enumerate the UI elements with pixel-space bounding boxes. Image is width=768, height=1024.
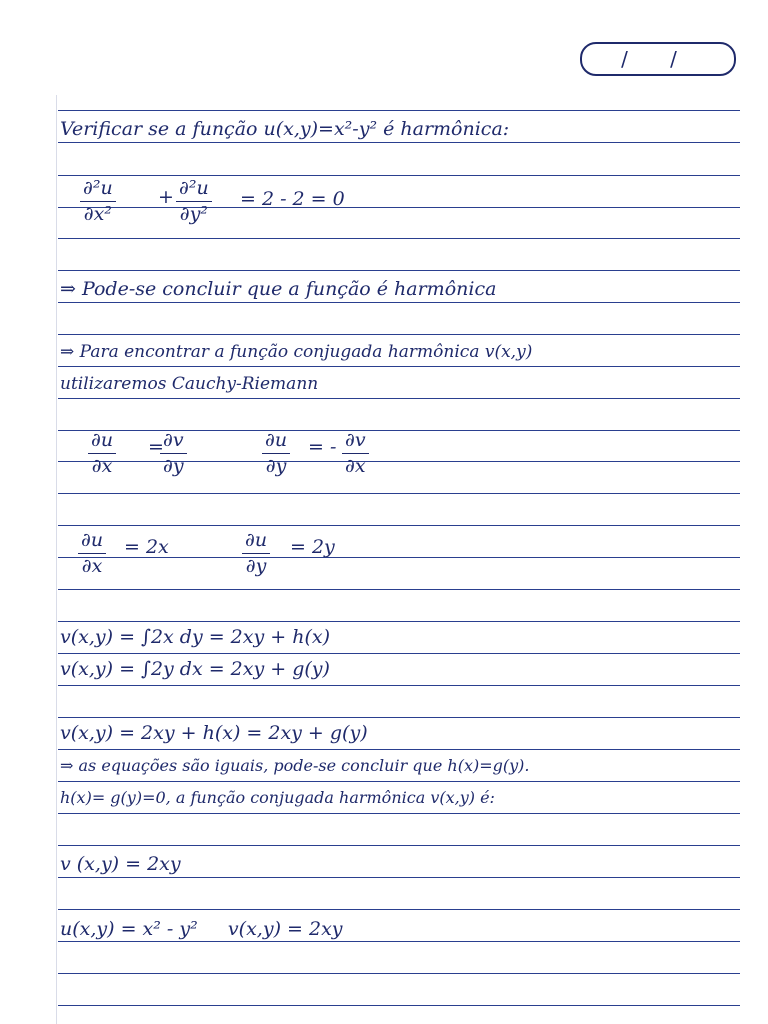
intro-conjugate-line2: utilizaremos Cauchy-Riemann bbox=[60, 374, 319, 394]
rule-line bbox=[58, 941, 740, 942]
cr1-right-numerator: ∂v bbox=[160, 430, 187, 454]
laplace-fraction-x bbox=[80, 178, 116, 225]
partial-u-y-numerator: ∂u bbox=[242, 530, 270, 554]
rule-line bbox=[58, 142, 740, 143]
rule-line bbox=[58, 685, 740, 686]
laplace-fraction-x-denominator: ∂x² bbox=[83, 202, 112, 225]
partial-u-y-denominator: ∂y bbox=[245, 554, 267, 577]
cr1-left-fraction bbox=[88, 430, 116, 477]
partial-u-x-numerator: ∂u bbox=[78, 530, 106, 554]
cr2-equals-minus: = - bbox=[308, 436, 337, 458]
rule-line bbox=[58, 1005, 740, 1006]
laplace-fraction-x-numerator: ∂²u bbox=[80, 178, 116, 202]
result-v-line: v (x,y) = 2xy bbox=[60, 853, 181, 875]
partial-u-y-value: = 2y bbox=[290, 536, 335, 558]
cr2-left-fraction bbox=[262, 430, 290, 477]
laplace-fraction-y-numerator: ∂²u bbox=[176, 178, 212, 202]
rule-line bbox=[58, 813, 740, 814]
laplace-result: = 2 - 2 = 0 bbox=[240, 188, 345, 210]
rule-line bbox=[58, 270, 740, 271]
rule-line bbox=[58, 845, 740, 846]
conclusion-harmonic: ⇒ Pode-se concluir que a função é harmônica bbox=[60, 278, 497, 300]
cr2-left-numerator: ∂u bbox=[262, 430, 290, 454]
rule-line bbox=[58, 366, 740, 367]
equate-line: v(x,y) = 2xy + h(x) = 2xy + g(y) bbox=[60, 722, 368, 744]
rule-line bbox=[58, 302, 740, 303]
cr1-left-denominator: ∂x bbox=[91, 454, 113, 477]
rule-line bbox=[58, 493, 740, 494]
cr1-right-fraction bbox=[160, 430, 187, 477]
rule-line bbox=[58, 175, 740, 176]
cr1-equals: = bbox=[148, 436, 164, 458]
equal-note-line1: ⇒ as equações são iguais, pode-se concluir que h(x)=g(y). bbox=[60, 756, 530, 775]
partial-u-x-fraction bbox=[78, 530, 106, 577]
rule-line bbox=[58, 238, 740, 239]
equal-note-line2: h(x)= g(y)=0, a função conjugada harmônica v(x,y) é: bbox=[60, 788, 495, 807]
rule-line bbox=[58, 909, 740, 910]
rule-line bbox=[58, 653, 740, 654]
laplace-fraction-y-denominator: ∂y² bbox=[179, 202, 208, 225]
intro-conjugate-line1: ⇒ Para encontrar a função conjugada harmônica v(x,y) bbox=[60, 342, 533, 362]
rule-line bbox=[58, 589, 740, 590]
partial-u-y-fraction bbox=[242, 530, 270, 577]
rule-line bbox=[58, 621, 740, 622]
final-pair-line: u(x,y) = x² - y² v(x,y) = 2xy bbox=[60, 918, 343, 940]
cr2-right-fraction bbox=[342, 430, 369, 477]
rule-line bbox=[58, 877, 740, 878]
cr1-right-denominator: ∂y bbox=[163, 454, 184, 477]
laplace-fraction-y bbox=[176, 178, 212, 225]
cr1-left-numerator: ∂u bbox=[88, 430, 116, 454]
rule-line bbox=[58, 525, 740, 526]
cr2-left-denominator: ∂y bbox=[265, 454, 287, 477]
rule-line bbox=[58, 334, 740, 335]
integral-dx-line: v(x,y) = ∫2y dx = 2xy + g(y) bbox=[60, 658, 330, 680]
rule-line bbox=[58, 749, 740, 750]
rule-line bbox=[58, 973, 740, 974]
partial-u-x-denominator: ∂x bbox=[81, 554, 103, 577]
margin-line bbox=[56, 95, 57, 1024]
laplace-plus: + bbox=[158, 186, 174, 208]
title-line: Verificar se a função u(x,y)=x²-y² é harmônica: bbox=[60, 118, 510, 140]
cr2-right-numerator: ∂v bbox=[342, 430, 369, 454]
date-box: / / bbox=[580, 42, 736, 76]
cr2-right-denominator: ∂x bbox=[345, 454, 366, 477]
rule-line bbox=[58, 781, 740, 782]
rule-line bbox=[58, 398, 740, 399]
integral-dy-line: v(x,y) = ∫2x dy = 2xy + h(x) bbox=[60, 626, 330, 648]
rule-line bbox=[58, 110, 740, 111]
partial-u-x-value: = 2x bbox=[124, 536, 169, 558]
rule-line bbox=[58, 717, 740, 718]
